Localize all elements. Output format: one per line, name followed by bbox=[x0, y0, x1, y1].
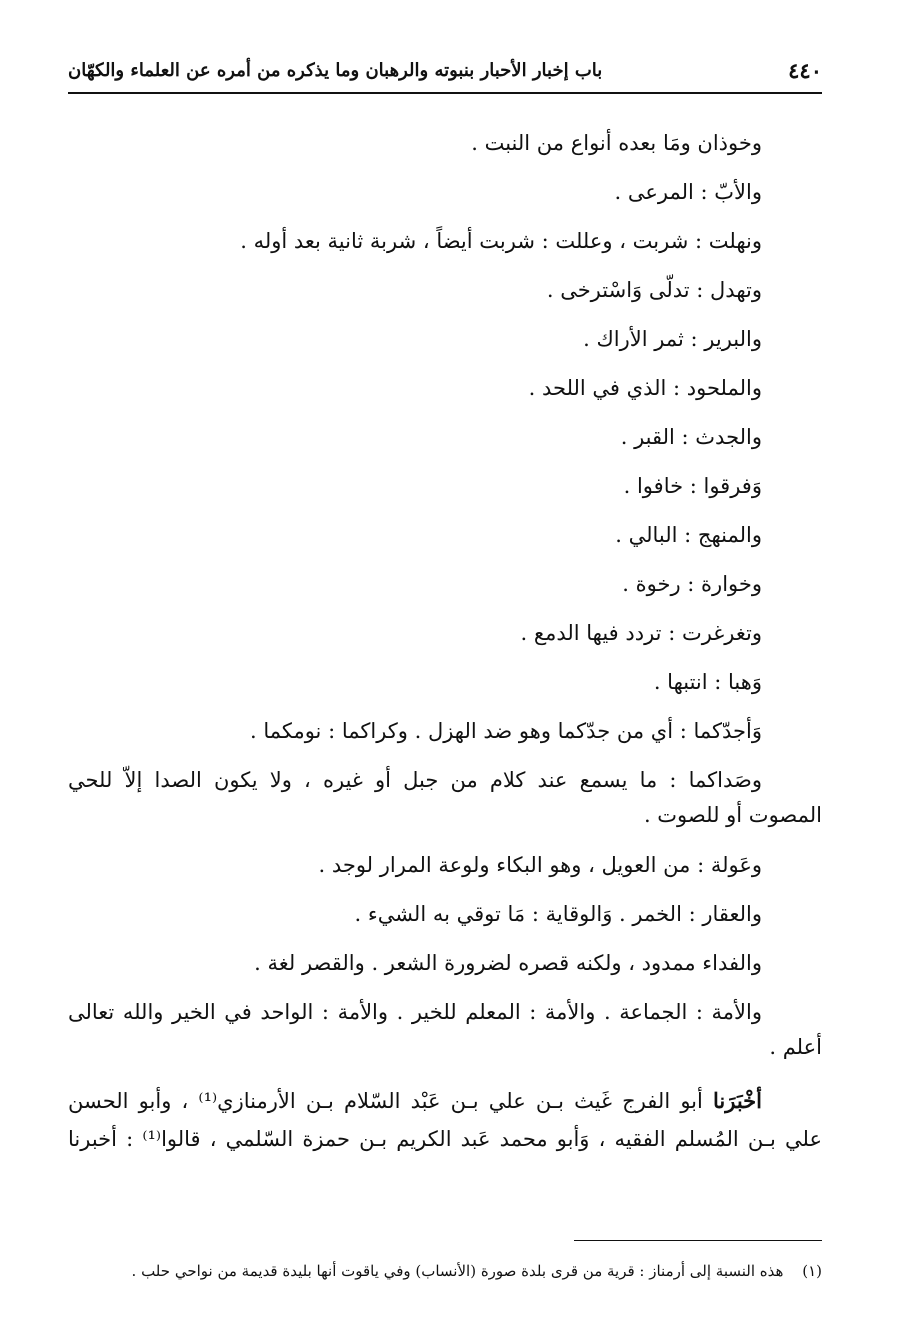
gloss-line: والملحود : الذي في اللحد . bbox=[528, 376, 762, 400]
gloss-line: وتغرغرت : تردد فيها الدمع . bbox=[520, 621, 762, 645]
gloss-line: ونهلت : شربت ، وعللت : شربت أيضاً ، شربة ثانية بعد أوله . bbox=[240, 229, 762, 253]
gloss-line: والمنهج : البالي . bbox=[615, 523, 762, 547]
isnad-line-text: أبو الفرج غَيث بـن علي بـن عَبْد السّلام بـن الأرمنازي⁽¹⁾ ، وأبو الحسن bbox=[68, 1089, 703, 1113]
isnad-paragraph bbox=[68, 1082, 822, 1158]
isnad-line bbox=[68, 1082, 822, 1120]
gloss-paragraph bbox=[68, 765, 822, 835]
page-number: ٤٤٠ bbox=[788, 58, 822, 83]
page-header bbox=[68, 56, 822, 94]
gloss-line: وخوارة : رخوة . bbox=[622, 572, 762, 596]
gloss-line: وَفرقوا : خافوا . bbox=[623, 474, 762, 498]
gloss-paragraph bbox=[68, 997, 822, 1067]
running-title: باب إخبار الأحبار بنبوته والرهبان وما يذكره من أمره عن العلماء والكهّان bbox=[68, 60, 603, 81]
footnote bbox=[68, 1262, 822, 1280]
footnote-number: (١) bbox=[802, 1262, 822, 1280]
isnad-line: علي بـن المُسلم الفقيه ، وَأبو محمد عَبد الكريم بـن حمزة السّلمي ، قالوا⁽¹⁾ : أخبرنا bbox=[68, 1127, 822, 1151]
footnote-text: هذه النسبة إلى أرمناز : قرية من قرى بلدة صورة (الأنساب) وفي ياقوت أنها بليدة قديمة من نواحي حلب . bbox=[131, 1262, 784, 1280]
gloss-line: وَأجدّكما : أي من جدّكما وهو ضد الهزل . وكراكما : نومكما . bbox=[249, 719, 762, 743]
gloss-line: والجدث : القبر . bbox=[620, 425, 762, 449]
gloss-line: وخوذان ومَا بعده أنواع من النبت . bbox=[471, 131, 762, 155]
gloss-line: وتهدل : تدلّى وَاسْترخى . bbox=[546, 278, 762, 302]
gloss-line: والأبّ : المرعى . bbox=[614, 180, 762, 204]
footnote-separator bbox=[574, 1240, 822, 1241]
gloss-line: وَهبا : انتبها . bbox=[653, 670, 762, 694]
gloss-paragraph-line: أعلم . bbox=[769, 1035, 822, 1059]
gloss-paragraph-line: وصَداكما : ما يسمع عند كلام من جبل أو غيره ، ولا يكون الصدا إلاّ للحي bbox=[68, 768, 762, 792]
gloss-line: والفداء ممدود ، ولكنه قصره لضرورة الشعر . والقصر لغة . bbox=[254, 951, 762, 975]
main-text bbox=[68, 128, 822, 1158]
gloss-line: وعَولة : من العويل ، وهو البكاء ولوعة المرار لوجد . bbox=[318, 853, 762, 877]
gloss-line: والعقار : الخمر . وَالوقاية : مَا توقي به الشيء . bbox=[354, 902, 762, 926]
isnad-lead-word: أخْبَرَنا bbox=[713, 1088, 762, 1113]
gloss-paragraph-line: المصوت أو للصوت . bbox=[643, 803, 822, 827]
gloss-paragraph-line: والأمة : الجماعة . والأمة : المعلم للخير . والأمة : الواحد في الخير والله تعالى bbox=[68, 1000, 762, 1024]
gloss-line: والبرير : ثمر الأراك . bbox=[583, 327, 762, 351]
